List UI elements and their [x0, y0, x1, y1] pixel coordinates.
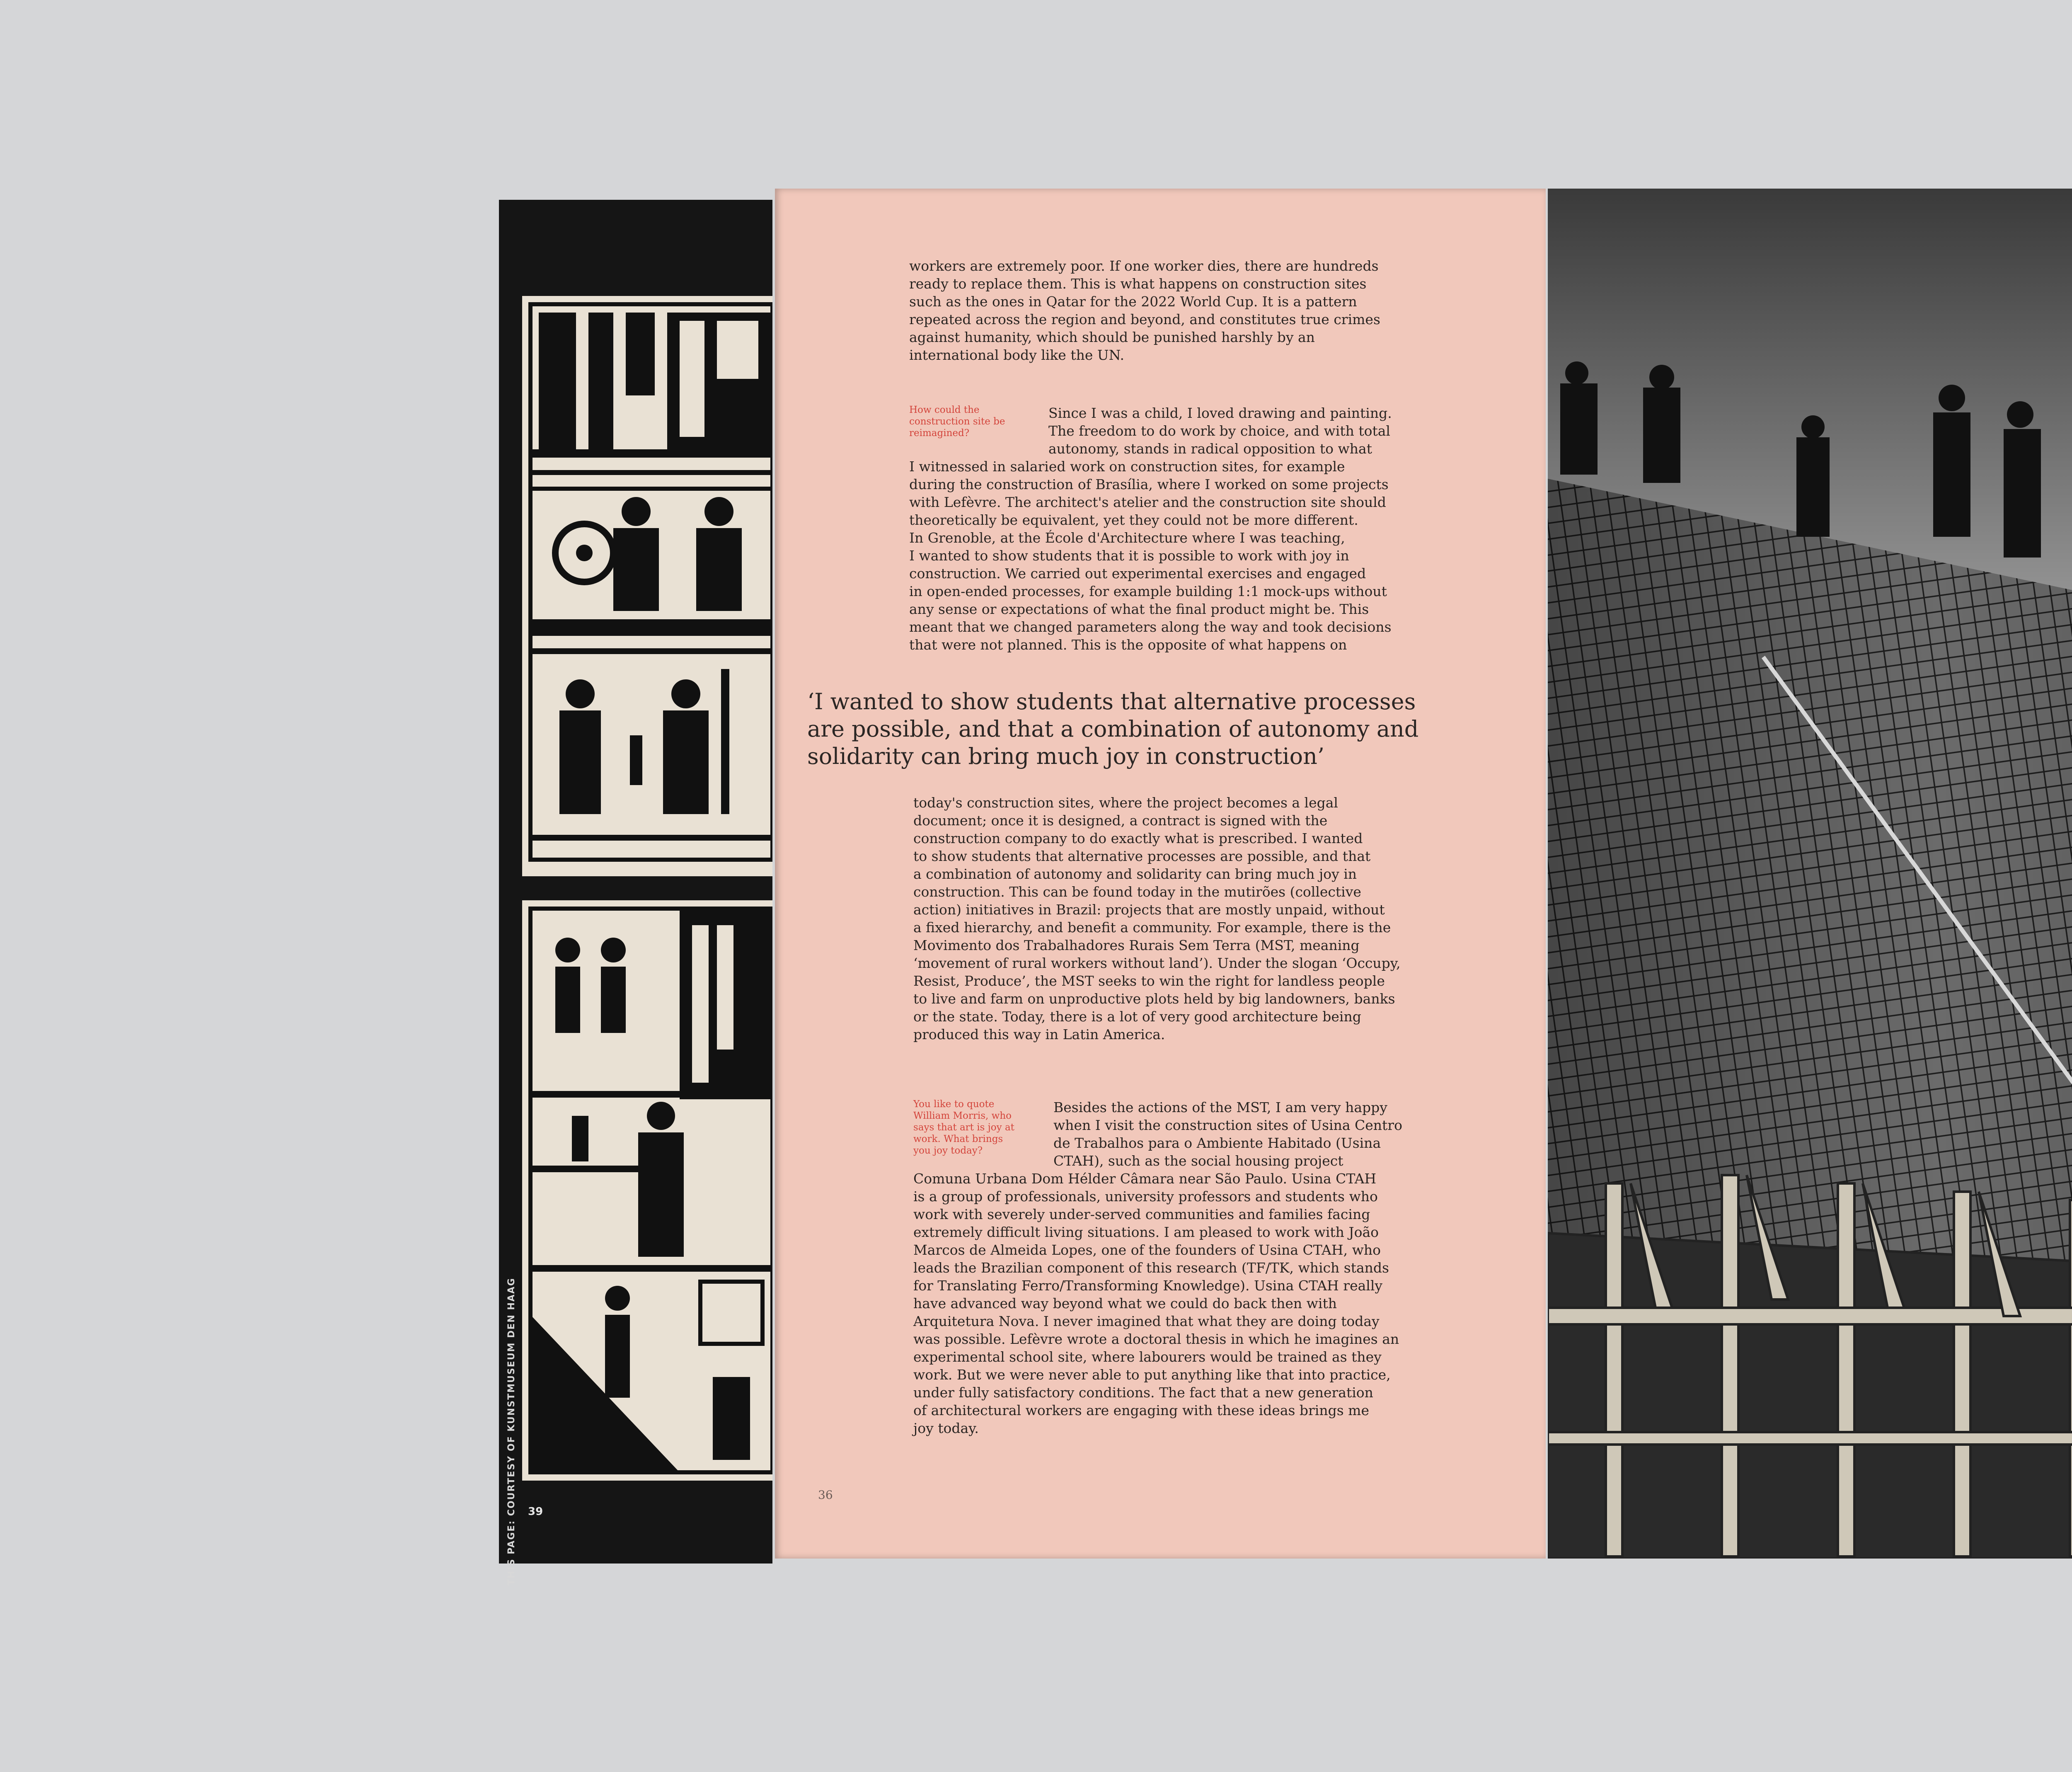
workers-on-rebar-roof-photo — [1548, 189, 2072, 1559]
left-illustration-page — [499, 200, 772, 1586]
construction-photograph — [1548, 189, 2072, 1559]
interview-question-1: How could the construction site be reimagined? — [909, 405, 1005, 439]
woodcut-panel-top — [522, 296, 772, 876]
paragraph-1: workers are extremely poor. If one worker dies, there are hundreds ready to replace them. This is what happens on construction sites such as the ones in Qatar for the 2022 World Cup. It is a pattern repeated across the region and beyond, and constitutes true crimes against humanity, which should be punished harshly by an international body like the UN. — [909, 258, 1380, 363]
woodcut-workers-illustration — [522, 296, 772, 876]
woodcut-figures-illustration — [522, 900, 772, 1481]
page-number-left: 39 — [528, 1505, 543, 1518]
article-text-page — [775, 189, 1546, 1559]
paragraph-2: I witnessed in salaried work on construction sites, for example during the construction of Brasília, where I worked on some projects with Lefèvre. The architect's atelier and the construction site should theoretically be equivalent, yet they could not be more different. In Grenoble, at the École d'Architecture where I was teaching, I wanted to show students that it is possible to work with joy in construction. We carried out experimental exercises and engaged in open-ended processes, for example building 1:1 mock-ups without any sense or expectations of what the final product might be. This meant that we changed parameters along the way and took decisions that were not planned. This is the opposite of what happens on — [909, 458, 1392, 653]
paragraph-3: today's construction sites, where the project becomes a legal document; once it is designed, a contract is signed with the construction company to do exactly what is prescribed. I wanted to show students that alternative processes are possible, and that a combination of autonomy and solidarity can bring much joy in construction. This can be found today in the mutirões (collective action) initiatives in Brazil: projects that are mostly unpaid, without a fixed hierarchy, and benefit a community. For example, there is the Movimento dos Trabalhadores Rurais Sem Terra (MST, meaning ‘movement of rural workers without land’). Under the slogan ‘Occupy, Resist, Produce’, the MST seeks to win the right for landless people to live and farm on unproductive plots held by big landowners, banks or the state. Today, there is a lot of very good architecture being produced this way in Latin America. — [913, 795, 1401, 1042]
interview-question-2: You like to quote William Morris, who says that art is joy at work. What brings you joy today? — [913, 1099, 1014, 1156]
paragraph-2-indented: Since I was a child, I loved drawing and painting. The freedom to do work by choice, and with total autonomy, stands in radical opposition to what — [1048, 405, 1392, 457]
pull-quote: ‘I wanted to show students that alternative processes are possible, and that a combination of autonomy and solidarity can bring much joy in construction’ — [807, 688, 1419, 769]
image-credit: THIS PAGE: COURTESY OF KUNSTMUSEUM DEN HAAG — [506, 1277, 517, 1586]
paragraph-4-indented: Besides the actions of the MST, I am very happy when I visit the construction sites of Usina Centro de Trabalhos para o Ambiente Habitado (Usina CTAH), such as the social housing project — [1053, 1099, 1402, 1169]
paragraph-4: Comuna Urbana Dom Hélder Câmara near São Paulo. Usina CTAH is a group of professionals, university professors and students who work with severely under-served communities and families facing extremely difficult living situations. I am pleased to work with João Marcos de Almeida Lopes, one of the founders of Usina CTAH, who leads the Brazilian component of this research (TF/TK, which stands for Translating Ferro/Transforming Knowledge). Usina CTAH really have advanced way beyond what we could do back then with Arquitetura Nova. I never imagined that what they are doing today was possible. Lefèvre wrote a doctoral thesis in which he imagines an experimental school site, where labourers would be trained as they work. But we were never able to put anything like that into practice, under fully satisfactory conditions. The fact that a new generation of architectural workers are engaging with these ideas brings me joy today. — [913, 1171, 1399, 1436]
woodcut-panel-bottom — [522, 900, 772, 1481]
page-number-pink: 36 — [818, 1488, 833, 1502]
